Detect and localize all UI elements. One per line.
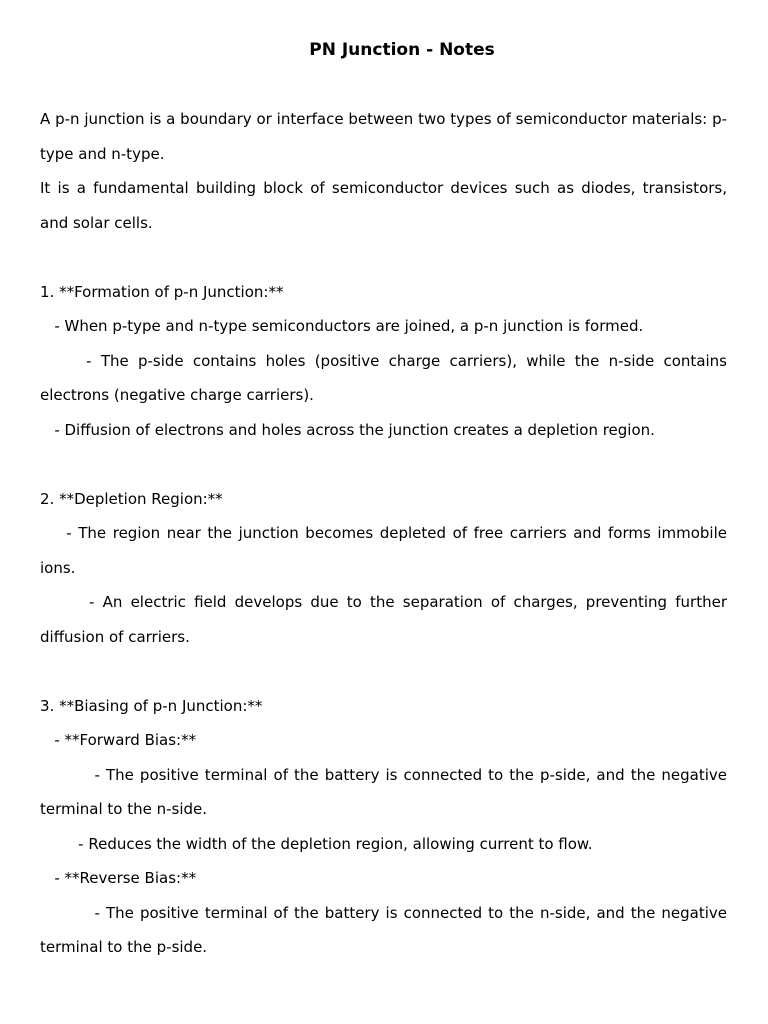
- blank-line: [40, 240, 727, 275]
- subheading-forward-bias: - **Forward Bias:**: [40, 731, 197, 749]
- document-body: [40, 102, 732, 965]
- bullet-forward-connection: - The positive terminal of the battery is connected to the p-side, and the negative terminal to the n-side.: [40, 765, 732, 818]
- section-heading-biasing: 3. **Biasing of p-n Junction:**: [40, 696, 263, 715]
- paragraph-intro-definition: A p-n junction is a boundary or interface between two types of semiconductor materials: p-type and n-type.: [40, 110, 727, 163]
- subheading-reverse-bias: - **Reverse Bias:**: [40, 869, 197, 887]
- section-heading-depletion: 2. **Depletion Region:**: [40, 489, 223, 508]
- page-title: PN Junction - Notes: [309, 40, 495, 60]
- paragraph-intro-significance: It is a fundamental building block of semiconductor devices such as diodes, transistors, and solar cells.: [40, 179, 732, 232]
- section-heading-formation: 1. **Formation of p-n Junction:**: [40, 282, 284, 301]
- bullet-formation-carriers: - The p-side contains holes (positive charge carriers), while the n-side contains electrons (negative charge carriers).: [40, 351, 732, 404]
- blank-line: [40, 447, 727, 482]
- bullet-depletion-immobile-ions: - The region near the junction becomes depleted of free carriers and forms immobile ions.: [40, 524, 732, 577]
- bullet-formation-joined: - When p-type and n-type semiconductors are joined, a p-n junction is formed.: [40, 317, 644, 335]
- bullet-reverse-connection: - The positive terminal of the battery is connected to the n-side, and the negative terminal to the p-side.: [40, 903, 732, 956]
- bullet-depletion-electric-field: - An electric field develops due to the separation of charges, preventing further diffusion of carriers.: [40, 593, 732, 646]
- bullet-formation-diffusion: - Diffusion of electrons and holes across the junction creates a depletion region.: [40, 420, 655, 439]
- bullet-forward-effect: - Reduces the width of the depletion region, allowing current to flow.: [40, 834, 593, 853]
- blank-line: [40, 654, 727, 689]
